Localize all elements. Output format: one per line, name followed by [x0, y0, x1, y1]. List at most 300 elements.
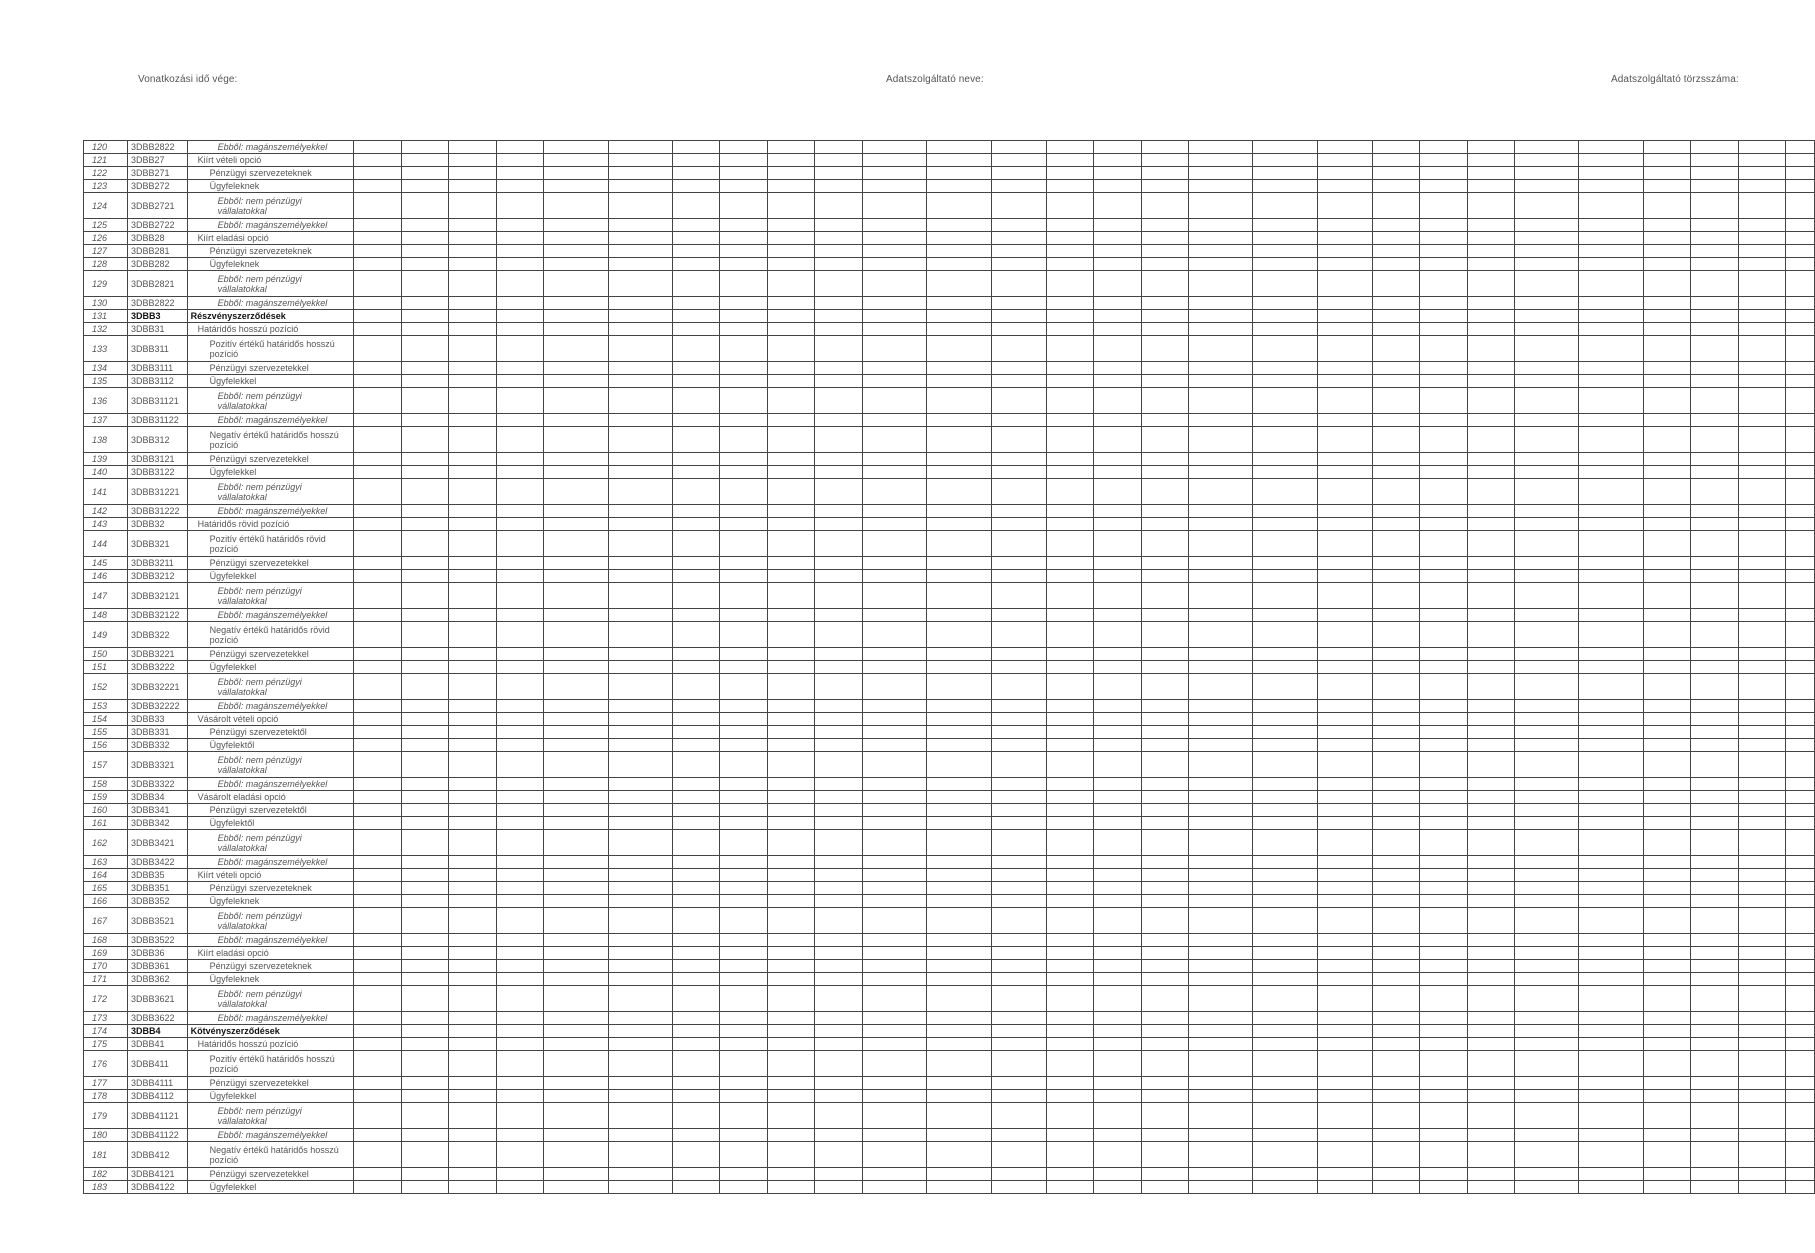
- data-cell[interactable]: [1420, 1051, 1467, 1077]
- data-cell[interactable]: [1046, 986, 1093, 1012]
- data-cell[interactable]: [991, 258, 1046, 271]
- data-cell[interactable]: [767, 726, 814, 739]
- data-cell[interactable]: [720, 1129, 767, 1142]
- data-cell[interactable]: [1317, 1077, 1372, 1090]
- data-cell[interactable]: [1691, 700, 1738, 713]
- data-cell[interactable]: [1317, 531, 1372, 557]
- data-cell[interactable]: [1141, 583, 1188, 609]
- data-cell[interactable]: [544, 583, 608, 609]
- data-cell[interactable]: [1515, 505, 1579, 518]
- data-cell[interactable]: [354, 518, 401, 531]
- data-cell[interactable]: [720, 700, 767, 713]
- data-cell[interactable]: [1467, 323, 1514, 336]
- data-cell[interactable]: [608, 648, 672, 661]
- data-cell[interactable]: [1253, 1142, 1317, 1168]
- data-cell[interactable]: [1188, 791, 1252, 804]
- data-cell[interactable]: [1467, 947, 1514, 960]
- data-cell[interactable]: [673, 661, 720, 674]
- data-cell[interactable]: [1515, 895, 1579, 908]
- data-cell[interactable]: [1046, 518, 1093, 531]
- data-cell[interactable]: [862, 427, 926, 453]
- data-cell[interactable]: [815, 570, 862, 583]
- data-cell[interactable]: [1515, 258, 1579, 271]
- data-cell[interactable]: [401, 427, 448, 453]
- data-cell[interactable]: [673, 869, 720, 882]
- data-cell[interactable]: [1691, 271, 1738, 297]
- data-cell[interactable]: [1691, 674, 1738, 700]
- data-cell[interactable]: [1141, 258, 1188, 271]
- data-cell[interactable]: [496, 1103, 543, 1129]
- data-cell[interactable]: [1786, 336, 1815, 362]
- data-cell[interactable]: [354, 1077, 401, 1090]
- data-cell[interactable]: [1691, 1051, 1738, 1077]
- data-cell[interactable]: [1046, 232, 1093, 245]
- data-cell[interactable]: [354, 1168, 401, 1181]
- data-cell[interactable]: [1420, 518, 1467, 531]
- data-cell[interactable]: [1467, 232, 1514, 245]
- data-cell[interactable]: [1372, 1168, 1419, 1181]
- data-cell[interactable]: [1467, 414, 1514, 427]
- data-cell[interactable]: [401, 232, 448, 245]
- data-cell[interactable]: [1643, 518, 1690, 531]
- data-cell[interactable]: [720, 375, 767, 388]
- data-cell[interactable]: [449, 193, 496, 219]
- data-cell[interactable]: [496, 336, 543, 362]
- data-cell[interactable]: [1046, 648, 1093, 661]
- data-cell[interactable]: [767, 167, 814, 180]
- data-cell[interactable]: [1317, 895, 1372, 908]
- data-cell[interactable]: [1188, 323, 1252, 336]
- data-cell[interactable]: [673, 817, 720, 830]
- data-cell[interactable]: [1372, 752, 1419, 778]
- data-cell[interactable]: [354, 869, 401, 882]
- data-cell[interactable]: [401, 297, 448, 310]
- data-cell[interactable]: [720, 479, 767, 505]
- data-cell[interactable]: [496, 908, 543, 934]
- data-cell[interactable]: [767, 960, 814, 973]
- data-cell[interactable]: [608, 882, 672, 895]
- data-cell[interactable]: [1643, 804, 1690, 817]
- data-cell[interactable]: [1643, 466, 1690, 479]
- data-cell[interactable]: [673, 895, 720, 908]
- data-cell[interactable]: [401, 804, 448, 817]
- data-cell[interactable]: [767, 778, 814, 791]
- data-cell[interactable]: [862, 388, 926, 414]
- data-cell[interactable]: [1643, 583, 1690, 609]
- data-cell[interactable]: [767, 752, 814, 778]
- data-cell[interactable]: [449, 947, 496, 960]
- data-cell[interactable]: [815, 427, 862, 453]
- data-cell[interactable]: [1786, 362, 1815, 375]
- data-cell[interactable]: [1643, 1142, 1690, 1168]
- data-cell[interactable]: [1786, 934, 1815, 947]
- data-cell[interactable]: [1372, 1051, 1419, 1077]
- data-cell[interactable]: [720, 466, 767, 479]
- data-cell[interactable]: [1141, 648, 1188, 661]
- data-cell[interactable]: [1738, 674, 1785, 700]
- data-cell[interactable]: [1420, 1129, 1467, 1142]
- data-cell[interactable]: [991, 323, 1046, 336]
- data-cell[interactable]: [767, 1038, 814, 1051]
- data-cell[interactable]: [1738, 271, 1785, 297]
- data-cell[interactable]: [1467, 427, 1514, 453]
- data-cell[interactable]: [1317, 674, 1372, 700]
- data-cell[interactable]: [673, 453, 720, 466]
- data-cell[interactable]: [1317, 271, 1372, 297]
- data-cell[interactable]: [1094, 856, 1141, 869]
- data-cell[interactable]: [991, 661, 1046, 674]
- data-cell[interactable]: [1372, 323, 1419, 336]
- data-cell[interactable]: [1515, 648, 1579, 661]
- data-cell[interactable]: [1188, 622, 1252, 648]
- data-cell[interactable]: [1691, 297, 1738, 310]
- data-cell[interactable]: [1372, 817, 1419, 830]
- data-cell[interactable]: [608, 778, 672, 791]
- data-cell[interactable]: [673, 1051, 720, 1077]
- data-cell[interactable]: [1141, 973, 1188, 986]
- data-cell[interactable]: [1317, 791, 1372, 804]
- data-cell[interactable]: [1786, 674, 1815, 700]
- data-cell[interactable]: [544, 739, 608, 752]
- data-cell[interactable]: [401, 882, 448, 895]
- data-cell[interactable]: [767, 1142, 814, 1168]
- data-cell[interactable]: [673, 726, 720, 739]
- data-cell[interactable]: [1515, 1142, 1579, 1168]
- data-cell[interactable]: [1738, 869, 1785, 882]
- data-cell[interactable]: [1372, 375, 1419, 388]
- data-cell[interactable]: [673, 1025, 720, 1038]
- data-cell[interactable]: [1141, 622, 1188, 648]
- data-cell[interactable]: [1691, 830, 1738, 856]
- data-cell[interactable]: [1253, 310, 1317, 323]
- data-cell[interactable]: [1317, 570, 1372, 583]
- data-cell[interactable]: [1372, 778, 1419, 791]
- data-cell[interactable]: [1372, 531, 1419, 557]
- data-cell[interactable]: [496, 1129, 543, 1142]
- data-cell[interactable]: [862, 1025, 926, 1038]
- data-cell[interactable]: [449, 960, 496, 973]
- data-cell[interactable]: [608, 258, 672, 271]
- data-cell[interactable]: [1579, 1129, 1643, 1142]
- data-cell[interactable]: [496, 1168, 543, 1181]
- data-cell[interactable]: [1467, 960, 1514, 973]
- data-cell[interactable]: [1141, 466, 1188, 479]
- data-cell[interactable]: [1046, 1077, 1093, 1090]
- data-cell[interactable]: [496, 271, 543, 297]
- data-cell[interactable]: [1141, 661, 1188, 674]
- data-cell[interactable]: [1738, 323, 1785, 336]
- data-cell[interactable]: [1691, 167, 1738, 180]
- data-cell[interactable]: [496, 297, 543, 310]
- data-cell[interactable]: [862, 479, 926, 505]
- data-cell[interactable]: [544, 154, 608, 167]
- data-cell[interactable]: [544, 713, 608, 726]
- data-cell[interactable]: [1372, 1077, 1419, 1090]
- data-cell[interactable]: [1691, 934, 1738, 947]
- data-cell[interactable]: [608, 570, 672, 583]
- data-cell[interactable]: [1046, 375, 1093, 388]
- data-cell[interactable]: [673, 1168, 720, 1181]
- data-cell[interactable]: [1046, 960, 1093, 973]
- data-cell[interactable]: [1317, 960, 1372, 973]
- data-cell[interactable]: [449, 739, 496, 752]
- data-cell[interactable]: [449, 375, 496, 388]
- data-cell[interactable]: [401, 648, 448, 661]
- data-cell[interactable]: [1420, 739, 1467, 752]
- data-cell[interactable]: [862, 1129, 926, 1142]
- data-cell[interactable]: [1253, 1168, 1317, 1181]
- data-cell[interactable]: [1046, 1103, 1093, 1129]
- data-cell[interactable]: [1317, 505, 1372, 518]
- data-cell[interactable]: [1188, 297, 1252, 310]
- data-cell[interactable]: [1786, 271, 1815, 297]
- data-cell[interactable]: [815, 453, 862, 466]
- data-cell[interactable]: [1786, 1129, 1815, 1142]
- data-cell[interactable]: [1643, 505, 1690, 518]
- data-cell[interactable]: [862, 869, 926, 882]
- data-cell[interactable]: [720, 713, 767, 726]
- data-cell[interactable]: [1515, 427, 1579, 453]
- data-cell[interactable]: [720, 167, 767, 180]
- data-cell[interactable]: [544, 245, 608, 258]
- data-cell[interactable]: [1579, 986, 1643, 1012]
- data-cell[interactable]: [449, 1025, 496, 1038]
- data-cell[interactable]: [544, 1025, 608, 1038]
- data-cell[interactable]: [544, 869, 608, 882]
- data-cell[interactable]: [862, 895, 926, 908]
- data-cell[interactable]: [496, 141, 543, 154]
- data-cell[interactable]: [1786, 141, 1815, 154]
- data-cell[interactable]: [449, 661, 496, 674]
- data-cell[interactable]: [991, 362, 1046, 375]
- data-cell[interactable]: [862, 453, 926, 466]
- data-cell[interactable]: [1643, 297, 1690, 310]
- data-cell[interactable]: [1515, 609, 1579, 622]
- data-cell[interactable]: [1046, 570, 1093, 583]
- data-cell[interactable]: [927, 193, 991, 219]
- data-cell[interactable]: [354, 622, 401, 648]
- data-cell[interactable]: [1188, 700, 1252, 713]
- data-cell[interactable]: [1317, 1168, 1372, 1181]
- data-cell[interactable]: [1691, 1129, 1738, 1142]
- data-cell[interactable]: [862, 505, 926, 518]
- data-cell[interactable]: [449, 297, 496, 310]
- data-cell[interactable]: [815, 375, 862, 388]
- data-cell[interactable]: [1467, 609, 1514, 622]
- data-cell[interactable]: [862, 908, 926, 934]
- data-cell[interactable]: [1253, 336, 1317, 362]
- data-cell[interactable]: [1253, 661, 1317, 674]
- data-cell[interactable]: [449, 232, 496, 245]
- data-cell[interactable]: [767, 648, 814, 661]
- data-cell[interactable]: [720, 960, 767, 973]
- data-cell[interactable]: [401, 141, 448, 154]
- data-cell[interactable]: [1317, 739, 1372, 752]
- data-cell[interactable]: [673, 700, 720, 713]
- data-cell[interactable]: [815, 1168, 862, 1181]
- data-cell[interactable]: [1188, 414, 1252, 427]
- data-cell[interactable]: [1094, 869, 1141, 882]
- data-cell[interactable]: [1467, 622, 1514, 648]
- data-cell[interactable]: [544, 258, 608, 271]
- data-cell[interactable]: [673, 830, 720, 856]
- data-cell[interactable]: [1786, 193, 1815, 219]
- data-cell[interactable]: [1372, 739, 1419, 752]
- data-cell[interactable]: [1141, 1051, 1188, 1077]
- data-cell[interactable]: [1420, 947, 1467, 960]
- data-cell[interactable]: [927, 1090, 991, 1103]
- data-cell[interactable]: [1253, 557, 1317, 570]
- data-cell[interactable]: [1420, 661, 1467, 674]
- data-cell[interactable]: [1094, 1168, 1141, 1181]
- data-cell[interactable]: [815, 336, 862, 362]
- data-cell[interactable]: [673, 557, 720, 570]
- data-cell[interactable]: [1372, 583, 1419, 609]
- data-cell[interactable]: [449, 245, 496, 258]
- data-cell[interactable]: [1786, 986, 1815, 1012]
- data-cell[interactable]: [673, 323, 720, 336]
- data-cell[interactable]: [608, 362, 672, 375]
- data-cell[interactable]: [815, 466, 862, 479]
- data-cell[interactable]: [401, 193, 448, 219]
- data-cell[interactable]: [927, 1103, 991, 1129]
- data-cell[interactable]: [1467, 336, 1514, 362]
- data-cell[interactable]: [1579, 518, 1643, 531]
- data-cell[interactable]: [862, 830, 926, 856]
- data-cell[interactable]: [1094, 661, 1141, 674]
- data-cell[interactable]: [1188, 713, 1252, 726]
- data-cell[interactable]: [1046, 1025, 1093, 1038]
- data-cell[interactable]: [815, 362, 862, 375]
- data-cell[interactable]: [1141, 700, 1188, 713]
- data-cell[interactable]: [1372, 713, 1419, 726]
- data-cell[interactable]: [862, 739, 926, 752]
- data-cell[interactable]: [1253, 973, 1317, 986]
- data-cell[interactable]: [1253, 180, 1317, 193]
- data-cell[interactable]: [1691, 622, 1738, 648]
- data-cell[interactable]: [401, 1090, 448, 1103]
- data-cell[interactable]: [401, 960, 448, 973]
- data-cell[interactable]: [401, 1025, 448, 1038]
- data-cell[interactable]: [496, 1025, 543, 1038]
- data-cell[interactable]: [1372, 895, 1419, 908]
- data-cell[interactable]: [1372, 141, 1419, 154]
- data-cell[interactable]: [1579, 258, 1643, 271]
- data-cell[interactable]: [1738, 232, 1785, 245]
- data-cell[interactable]: [1046, 674, 1093, 700]
- data-cell[interactable]: [1317, 778, 1372, 791]
- data-cell[interactable]: [608, 1090, 672, 1103]
- data-cell[interactable]: [1738, 986, 1785, 1012]
- data-cell[interactable]: [1372, 258, 1419, 271]
- data-cell[interactable]: [1738, 505, 1785, 518]
- data-cell[interactable]: [401, 986, 448, 1012]
- data-cell[interactable]: [449, 1090, 496, 1103]
- data-cell[interactable]: [815, 882, 862, 895]
- data-cell[interactable]: [767, 531, 814, 557]
- data-cell[interactable]: [1317, 414, 1372, 427]
- data-cell[interactable]: [1467, 1103, 1514, 1129]
- data-cell[interactable]: [544, 505, 608, 518]
- data-cell[interactable]: [1643, 700, 1690, 713]
- data-cell[interactable]: [1046, 219, 1093, 232]
- data-cell[interactable]: [1317, 219, 1372, 232]
- data-cell[interactable]: [1467, 674, 1514, 700]
- data-cell[interactable]: [1372, 622, 1419, 648]
- data-cell[interactable]: [1515, 167, 1579, 180]
- data-cell[interactable]: [1579, 700, 1643, 713]
- data-cell[interactable]: [1691, 609, 1738, 622]
- data-cell[interactable]: [1643, 1077, 1690, 1090]
- data-cell[interactable]: [1420, 895, 1467, 908]
- data-cell[interactable]: [1579, 336, 1643, 362]
- data-cell[interactable]: [1786, 375, 1815, 388]
- data-cell[interactable]: [815, 1025, 862, 1038]
- data-cell[interactable]: [1467, 817, 1514, 830]
- data-cell[interactable]: [1738, 245, 1785, 258]
- data-cell[interactable]: [1372, 362, 1419, 375]
- data-cell[interactable]: [815, 180, 862, 193]
- data-cell[interactable]: [544, 895, 608, 908]
- data-cell[interactable]: [1579, 193, 1643, 219]
- data-cell[interactable]: [1738, 1129, 1785, 1142]
- data-cell[interactable]: [1188, 1077, 1252, 1090]
- data-cell[interactable]: [1046, 505, 1093, 518]
- data-cell[interactable]: [1738, 1012, 1785, 1025]
- data-cell[interactable]: [608, 414, 672, 427]
- data-cell[interactable]: [449, 1051, 496, 1077]
- data-cell[interactable]: [673, 1129, 720, 1142]
- data-cell[interactable]: [1420, 1181, 1467, 1194]
- data-cell[interactable]: [767, 154, 814, 167]
- data-cell[interactable]: [1467, 375, 1514, 388]
- data-cell[interactable]: [1643, 479, 1690, 505]
- data-cell[interactable]: [673, 1038, 720, 1051]
- data-cell[interactable]: [449, 609, 496, 622]
- data-cell[interactable]: [449, 674, 496, 700]
- data-cell[interactable]: [1317, 1025, 1372, 1038]
- data-cell[interactable]: [496, 388, 543, 414]
- data-cell[interactable]: [991, 869, 1046, 882]
- data-cell[interactable]: [1317, 258, 1372, 271]
- data-cell[interactable]: [1786, 817, 1815, 830]
- data-cell[interactable]: [544, 1077, 608, 1090]
- data-cell[interactable]: [1643, 1025, 1690, 1038]
- data-cell[interactable]: [1467, 271, 1514, 297]
- data-cell[interactable]: [608, 713, 672, 726]
- data-cell[interactable]: [1188, 219, 1252, 232]
- data-cell[interactable]: [767, 362, 814, 375]
- data-cell[interactable]: [767, 1103, 814, 1129]
- data-cell[interactable]: [496, 414, 543, 427]
- data-cell[interactable]: [862, 310, 926, 323]
- data-cell[interactable]: [862, 1142, 926, 1168]
- data-cell[interactable]: [608, 180, 672, 193]
- data-cell[interactable]: [354, 154, 401, 167]
- data-cell[interactable]: [1372, 661, 1419, 674]
- data-cell[interactable]: [1643, 193, 1690, 219]
- data-cell[interactable]: [767, 817, 814, 830]
- data-cell[interactable]: [401, 778, 448, 791]
- data-cell[interactable]: [496, 700, 543, 713]
- data-cell[interactable]: [1094, 505, 1141, 518]
- data-cell[interactable]: [720, 973, 767, 986]
- data-cell[interactable]: [1643, 882, 1690, 895]
- data-cell[interactable]: [673, 674, 720, 700]
- data-cell[interactable]: [1420, 323, 1467, 336]
- data-cell[interactable]: [1253, 193, 1317, 219]
- data-cell[interactable]: [449, 167, 496, 180]
